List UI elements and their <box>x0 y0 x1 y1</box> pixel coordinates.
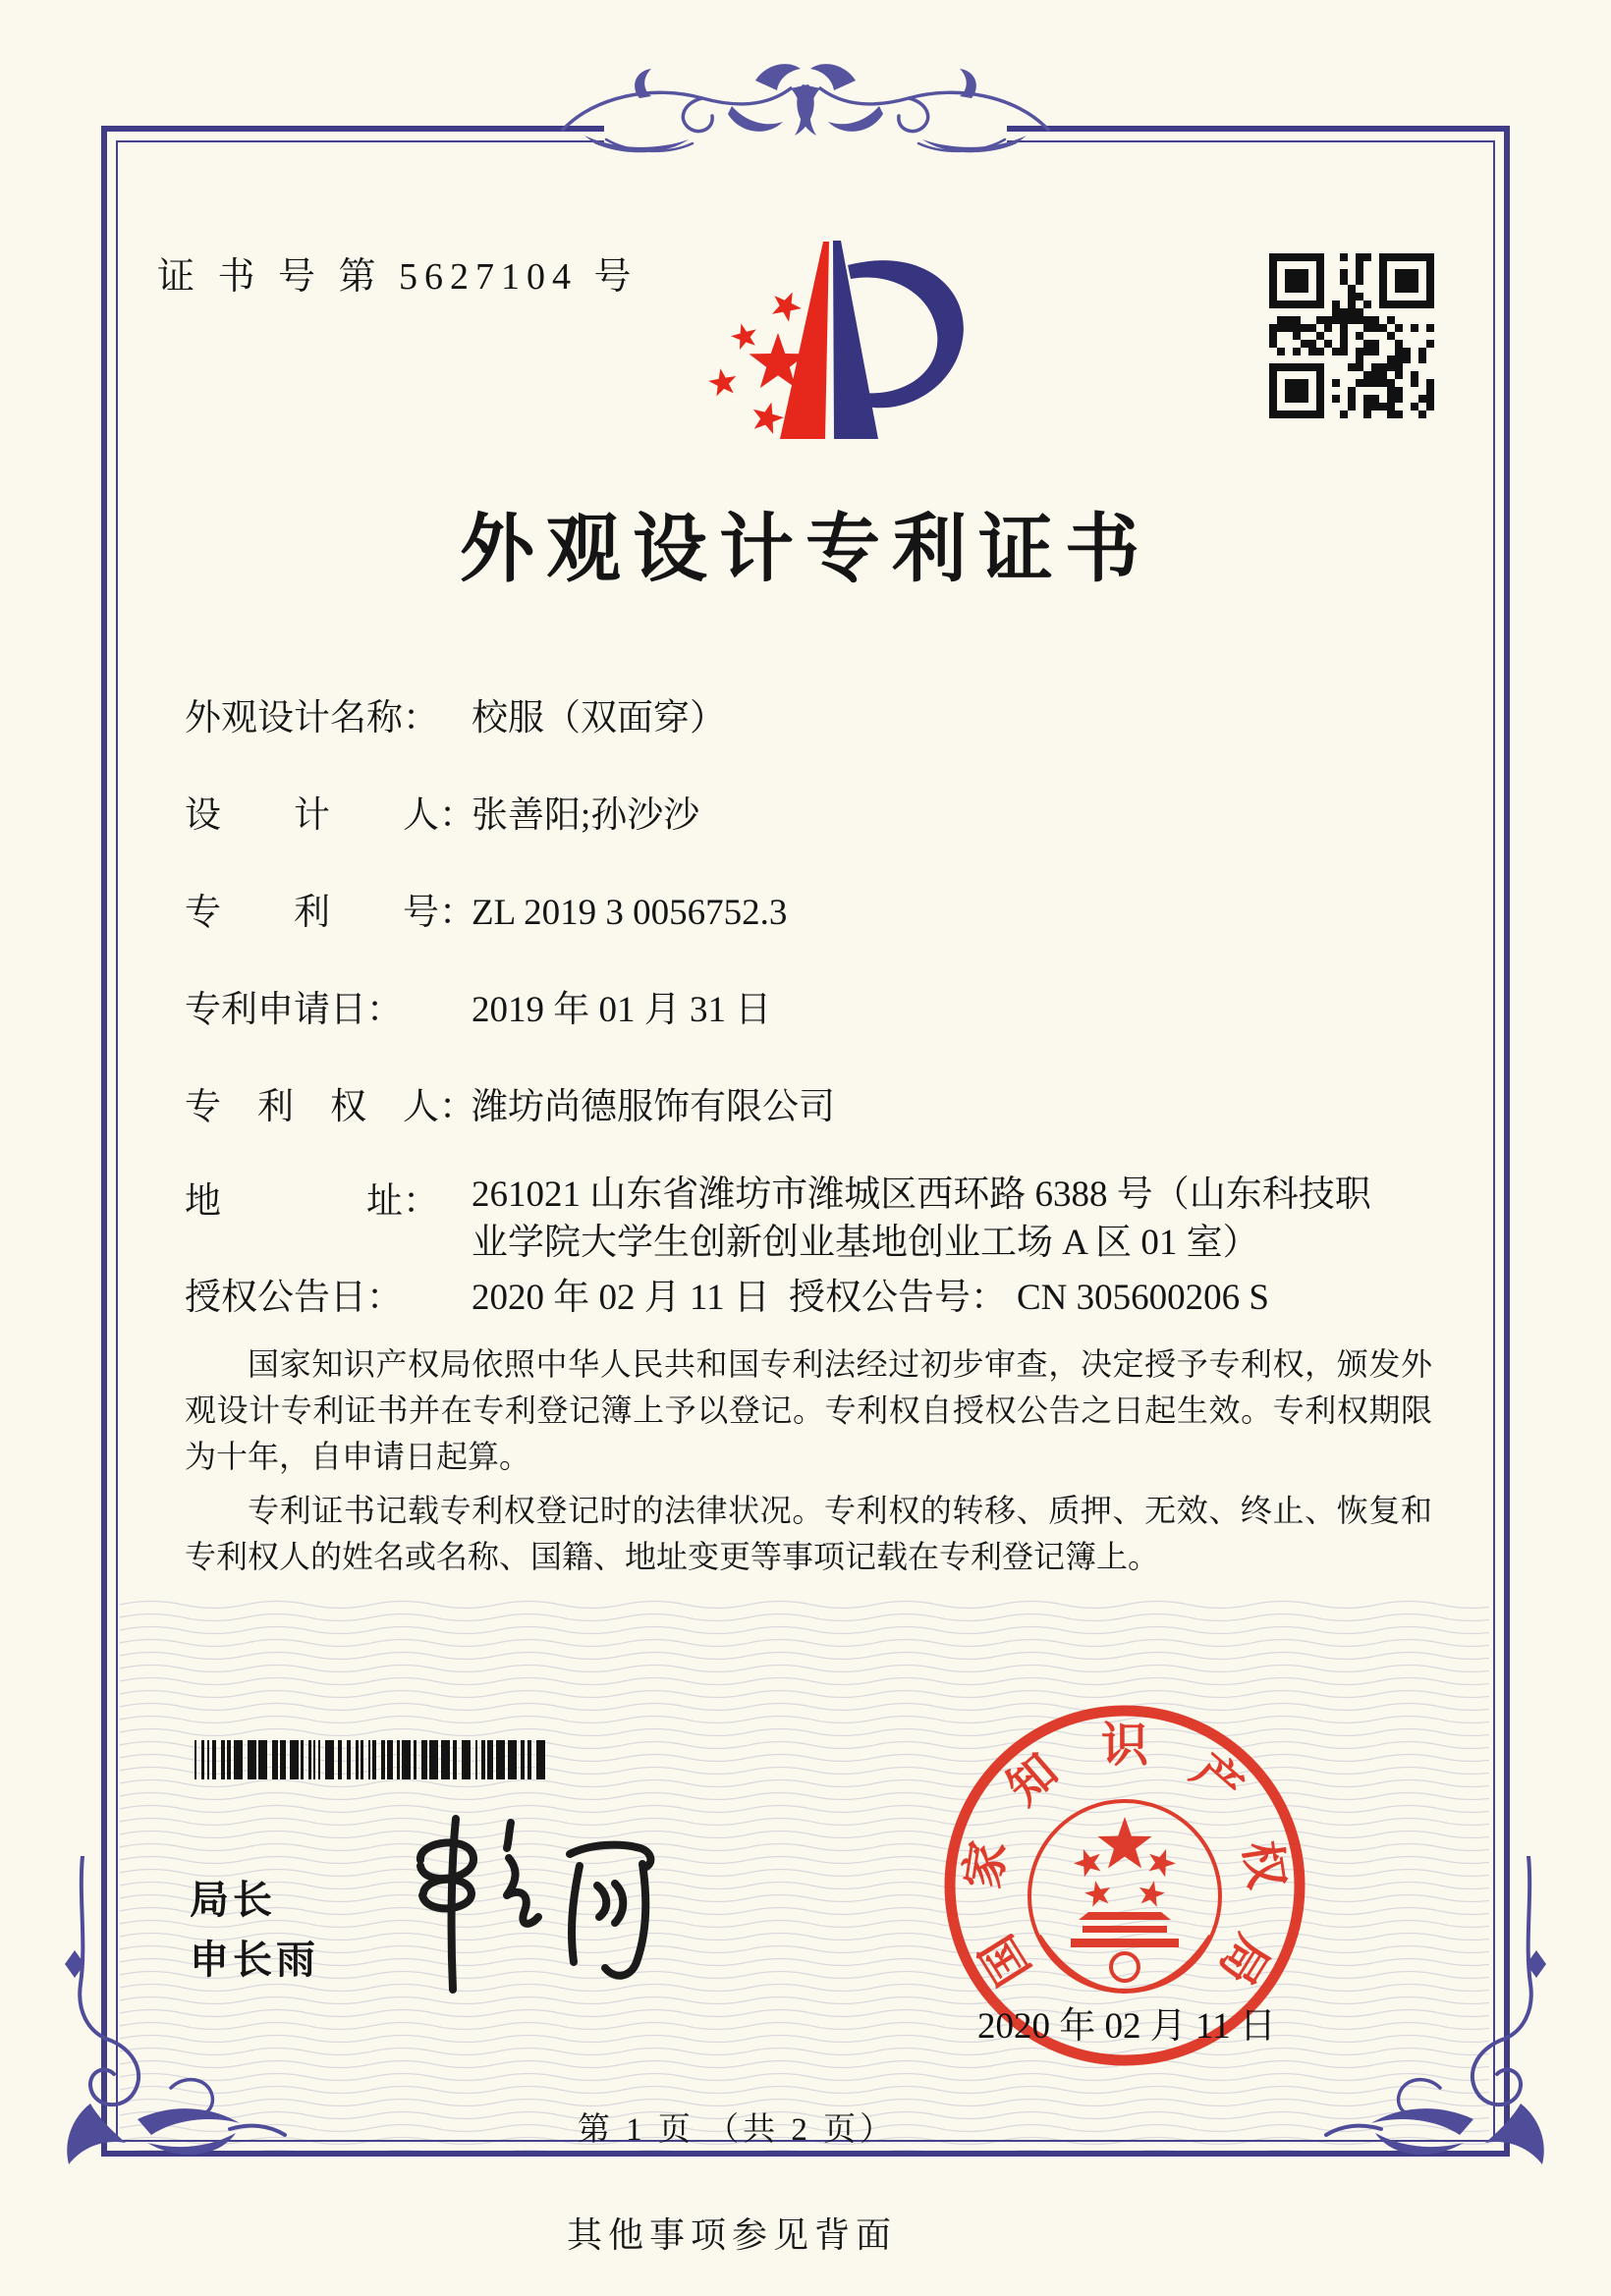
legal-paragraph-1: 国家知识产权局依照中华人民共和国专利法经过初步审查，决定授予专利权，颁发外观设计专利证书并在专利登记簿上予以登记。专利权自授权公告之日起生效。专利权期限为十年，自申请日起算。 <box>185 1346 1432 1474</box>
svg-text:识: 识 <box>1100 1720 1149 1772</box>
legal-text <box>185 1341 1432 1580</box>
top-ornament-icon <box>545 45 1066 197</box>
signature-icon <box>361 1813 692 2005</box>
back-note: 其他事项参见背面 <box>566 2215 897 2255</box>
field-row-design-name <box>185 687 726 740</box>
grant-date-label: 授权公告日： <box>185 1278 403 1318</box>
address-value <box>472 1171 1371 1267</box>
field-row-patentee <box>185 1076 835 1129</box>
address-line-1: 261021 山东省潍坊市潍城区西环路 6388 号（山东科技职 <box>472 1175 1371 1215</box>
svg-text:产: 产 <box>1181 1744 1251 1816</box>
field-row-grant <box>185 1267 1269 1320</box>
qr-code <box>1269 253 1434 418</box>
barcode <box>194 1740 550 1779</box>
designer-label: 设 计 人： <box>185 795 475 836</box>
national-emblem-icon <box>1029 1801 1220 1992</box>
page-title: 外观设计专利证书 <box>460 509 1151 591</box>
grant-no-value: CN 305600206 S <box>1017 1278 1269 1318</box>
field-row-filing-date <box>185 979 771 1032</box>
field-row-address <box>185 1171 1371 1267</box>
designer-value: 张善阳;孙沙沙 <box>472 795 700 836</box>
patentee-label: 专 利 权 人： <box>185 1087 475 1127</box>
grant-no-label: 授权公告号： <box>789 1278 1007 1318</box>
svg-text:知: 知 <box>998 1744 1069 1816</box>
design-name-label: 外观设计名称： <box>185 698 439 738</box>
address-label: 地 址： <box>185 1181 439 1222</box>
director-name: 申长雨 <box>190 1939 319 1982</box>
director-title-label: 局长 <box>190 1879 276 1922</box>
svg-text:家: 家 <box>957 1837 1016 1892</box>
patent-no-label: 专 利 号： <box>185 893 475 933</box>
field-row-designer <box>185 785 699 838</box>
svg-text:权: 权 <box>1234 1837 1293 1892</box>
field-row-patent-no <box>185 882 787 935</box>
page-number: 第 1 页 （共 2 页） <box>577 2112 897 2148</box>
patentee-value: 潍坊尚德服饰有限公司 <box>472 1087 835 1127</box>
design-name-value: 校服（双面穿） <box>472 698 726 738</box>
filing-date-value: 2019 年 01 月 31 日 <box>472 990 772 1030</box>
address-line-2: 业学院大学生创新创业基地创业工场 A 区 01 室） <box>472 1223 1259 1263</box>
svg-text:局: 局 <box>1208 1926 1279 1994</box>
grant-date-value: 2020 年 02 月 11 日 <box>472 1278 770 1318</box>
seal-date: 2020 年 02 月 11 日 <box>977 2006 1276 2047</box>
certificate-number: 证 书 号 第 5627104 号 <box>157 256 639 298</box>
cnipa-logo-icon <box>676 236 972 450</box>
patent-no-value: ZL 2019 3 0056752.3 <box>472 893 788 933</box>
filing-date-label: 专利申请日： <box>185 990 403 1030</box>
legal-paragraph-2: 专利证书记载专利权登记时的法律状况。专利权的转移、质押、无效、终止、恢复和专利权人的姓名或名称、国籍、地址变更等事项记载在专利登记簿上。 <box>185 1493 1432 1574</box>
svg-text:国: 国 <box>971 1926 1041 1994</box>
grant-no-group <box>789 1267 1269 1320</box>
